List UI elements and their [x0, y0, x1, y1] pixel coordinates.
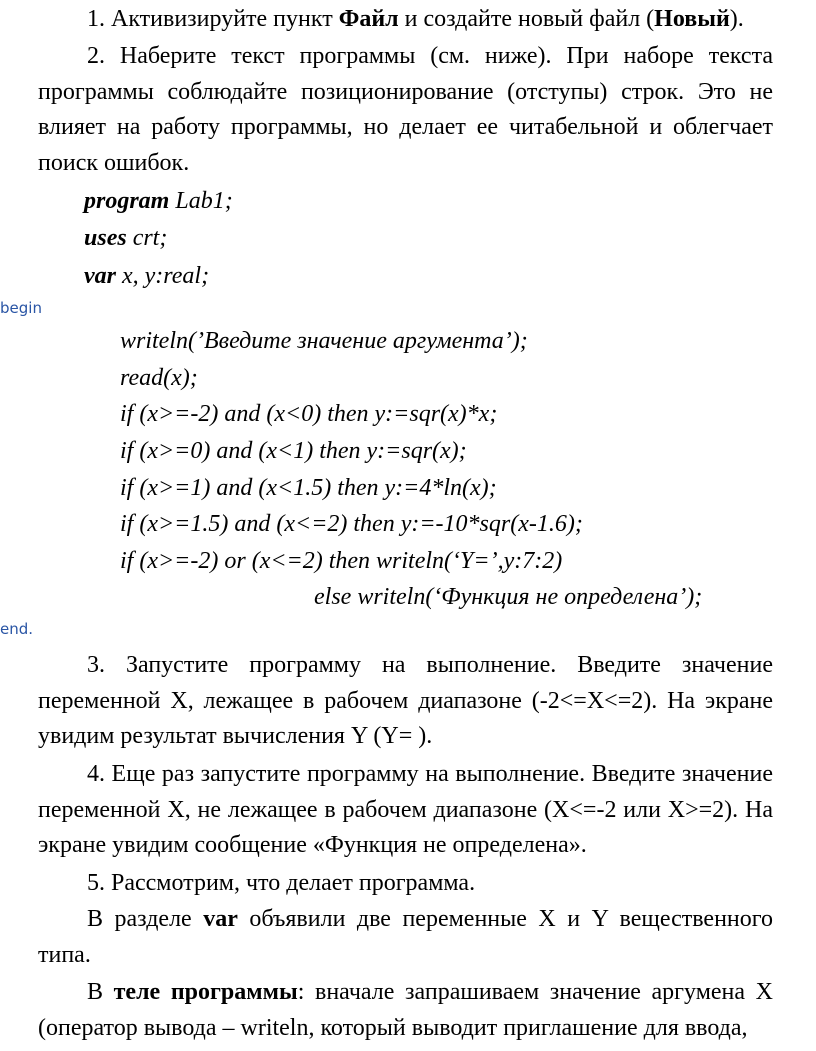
- step-1-number: 1.: [87, 6, 111, 32]
- code-var-line: [84, 261, 209, 291]
- code-line: writeln(’Введите значение аргумента’);: [120, 328, 528, 354]
- keyword-var: var: [84, 263, 116, 289]
- code-program-line: [84, 186, 233, 216]
- code-line: if (x>=-2) or (x<=2) then writeln(‘Y=’,y:7:2): [120, 548, 563, 574]
- step-1-text-3: ).: [729, 6, 744, 32]
- step-4-paragraph: 4. Еще раз запустите программу на выполнение. Введите значение переменной X, не лежащее в рабочем диапазоне (X<=-2 или X>=2). На экране увидим сообщение «Функция не определена».: [38, 761, 773, 858]
- var-declaration: x, y:real;: [116, 263, 210, 289]
- code-line: else writeln(‘Функция не определена’);: [314, 584, 703, 610]
- keyword-uses: uses: [84, 225, 127, 251]
- code-end-marker: end.: [0, 620, 34, 638]
- code-line: if (x>=0) and (x<1) then y:=sqr(x);: [120, 438, 467, 464]
- step-3-paragraph: 3. Запустите программу на выполнение. Введите значение переменной X, лежащее в рабочем диапазоне (-2<=X<=2). На экране увидим результат вычисления Y (Y= ).: [38, 652, 773, 749]
- code-line: if (x>=1.5) and (x<=2) then y:=-10*sqr(x-1.6);: [120, 511, 583, 537]
- uses-unit: crt;: [126, 225, 168, 251]
- var-para-text: В разделе: [87, 906, 204, 932]
- code-line: if (x>=1) and (x<1.5) then y:=4*ln(x);: [120, 475, 497, 501]
- code-line: if (x>=-2) and (x<0) then y:=sqr(x)*x;: [120, 401, 498, 427]
- step-1-paragraph: [38, 2, 773, 38]
- step-5-paragraph: 5. Рассмотрим, что делает программа.: [87, 870, 476, 896]
- program-body-term: теле программы: [113, 979, 298, 1005]
- var-section-paragraph: [38, 902, 773, 973]
- step-1-text-2: и создайте новый файл (: [398, 6, 655, 32]
- var-term: var: [203, 906, 238, 932]
- body-para-text-2: : вначале запрашиваем значение аргумена X (оператор вывода – writeln, который выводит приглашение для ввода,: [38, 979, 773, 1041]
- code-uses-line: [84, 223, 167, 253]
- program-body-paragraph: [38, 975, 773, 1046]
- menu-new-term: Новый: [654, 6, 730, 32]
- step-2-paragraph: 2. Наберите текст программы (см. ниже). При наборе текста программы соблюдайте позиционирование (отступы) строк. Это не влияет на работу программы, но делает ее читабельной и облегчает поиск ошибок.: [38, 43, 773, 176]
- code-line: read(x);: [120, 365, 198, 391]
- program-name: Lab1;: [169, 188, 233, 214]
- code-begin-marker: begin: [0, 299, 42, 317]
- menu-file-term: Файл: [338, 6, 399, 32]
- keyword-program: program: [84, 188, 170, 214]
- step-1-text: Активизируйте пункт: [111, 6, 339, 32]
- body-para-text: В: [87, 979, 114, 1005]
- var-para-text-2: объявили две переменные X и Y вещественного типа.: [38, 906, 773, 968]
